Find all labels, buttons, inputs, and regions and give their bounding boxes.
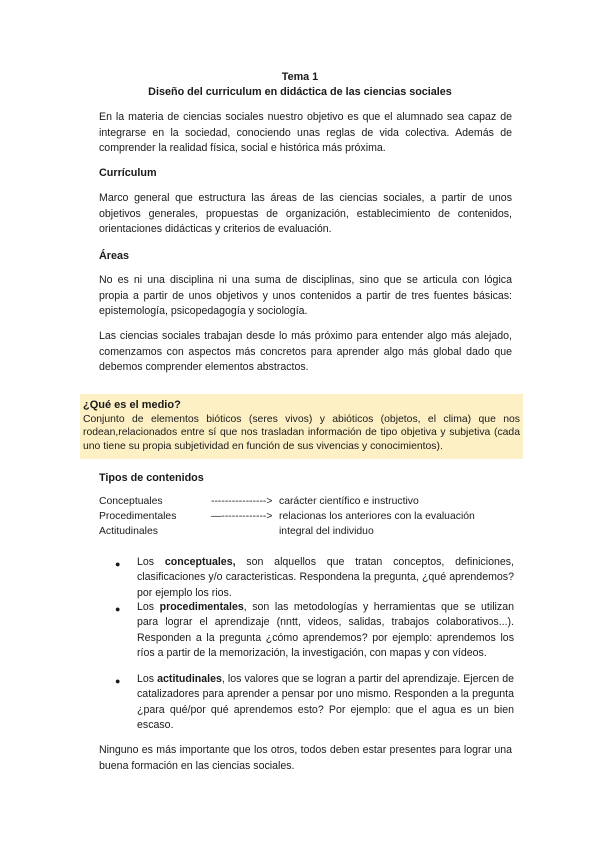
tipos-row-label: Actitudinales — [99, 526, 158, 537]
curriculum-paragraph: Marco general que estructura las áreas de las ciencias sociales, a partir de unos objetivos generales, propuestas de organización, establecimiento de contenidos, orientaciones didácticas y criterios de evaluación. — [99, 192, 512, 236]
intro-paragraph: En la materia de ciencias sociales nuestro objetivo es que el alumnado sea capaz de integrarse en la sociedad, conociendo unas reglas de vida colectiva. Además de comprender la realidad física, social e histórica más próxima. — [99, 111, 512, 155]
tipos-row — [99, 496, 519, 511]
document-title: Diseño del curriculum en didáctica de las ciencias sociales — [148, 86, 452, 98]
list-item: Los conceptuales, son alquellos que tratan conceptos, definiciones, clasificaciones y/o caracteristicas. Respondena la pregunta, ¿qué aprendemos? por ejemplo los rios. — [137, 556, 515, 599]
medio-paragraph: Conjunto de elementos bióticos (seres vivos) y abióticos (objetos, el clima) que nos rodean,relacionados entre sí que nos trasladan información de tipo objetiva y subjetiva (cada uno tiene su propia subjetividad en función de sus vivencias y conocimientos). — [83, 414, 520, 452]
tipos-row-label: Procedimentales — [99, 511, 177, 522]
areas-heading: Áreas — [99, 250, 130, 262]
arrow-icon: —-------------> — [211, 511, 273, 522]
tipos-row — [99, 511, 519, 526]
bullet-icon: ● — [115, 676, 121, 686]
bullet-icon: ● — [115, 559, 121, 569]
medio-heading: ¿Qué es el medio? — [83, 399, 181, 411]
tipos-row-desc: carácter científico e instructivo — [279, 496, 419, 507]
closing-paragraph: Ninguno es más importante que los otros, todos deben estar presentes para lograr una buena formación en las ciencias sociales. — [99, 744, 512, 772]
tipos-row-label: Conceptuales — [99, 496, 163, 507]
bullet-icon: ● — [115, 604, 121, 614]
areas-paragraph: No es ni una disciplina ni una suma de disciplinas, sino que se articula con lógica propia a partir de unos objetivos y unos contenidos a partir de tres fuentes básicas: epistemología, psicopedagogía y sociología. — [99, 274, 512, 318]
tipos-row — [99, 526, 519, 541]
tipos-row-desc: relacionas los anteriores con la evaluación — [279, 511, 475, 522]
areas-paragraph-2: Las ciencias sociales trabajan desde lo más próximo para entender algo más alejado, comenzamos con aspectos más concretos para aprender algo más global dado que debemos comprender elementos abstractos. — [99, 330, 512, 374]
tipos-row-desc: integral del individuo — [279, 526, 374, 537]
arrow-icon: ----------------> — [211, 496, 273, 507]
document-topic: Tema 1 — [281, 71, 319, 83]
curriculum-heading: Currículum — [99, 167, 157, 179]
tipos-heading: Tipos de contenidos — [99, 472, 204, 484]
list-item: Los actitudinales, los valores que se logran a partir del aprendizaje. Ejercen de catalizadores para aprender a pensar por uno mismo. Responden a la pregunta ¿para qué/por qué aprendemos esto? Por ejemplo: que el agua es un bien escaso. — [137, 673, 514, 732]
list-item: Los procedimentales, son las metodologías y herramientas que se utilizan para lograr el aprendizaje (nntt, videos, salidas, trabajos colaborativos...). Responden a la pregunta ¿cómo aprendemos? por ejemplo: aprendemos los ríos a partir de la memorización, la investigación, con mapas y con vídeos. — [137, 601, 514, 660]
